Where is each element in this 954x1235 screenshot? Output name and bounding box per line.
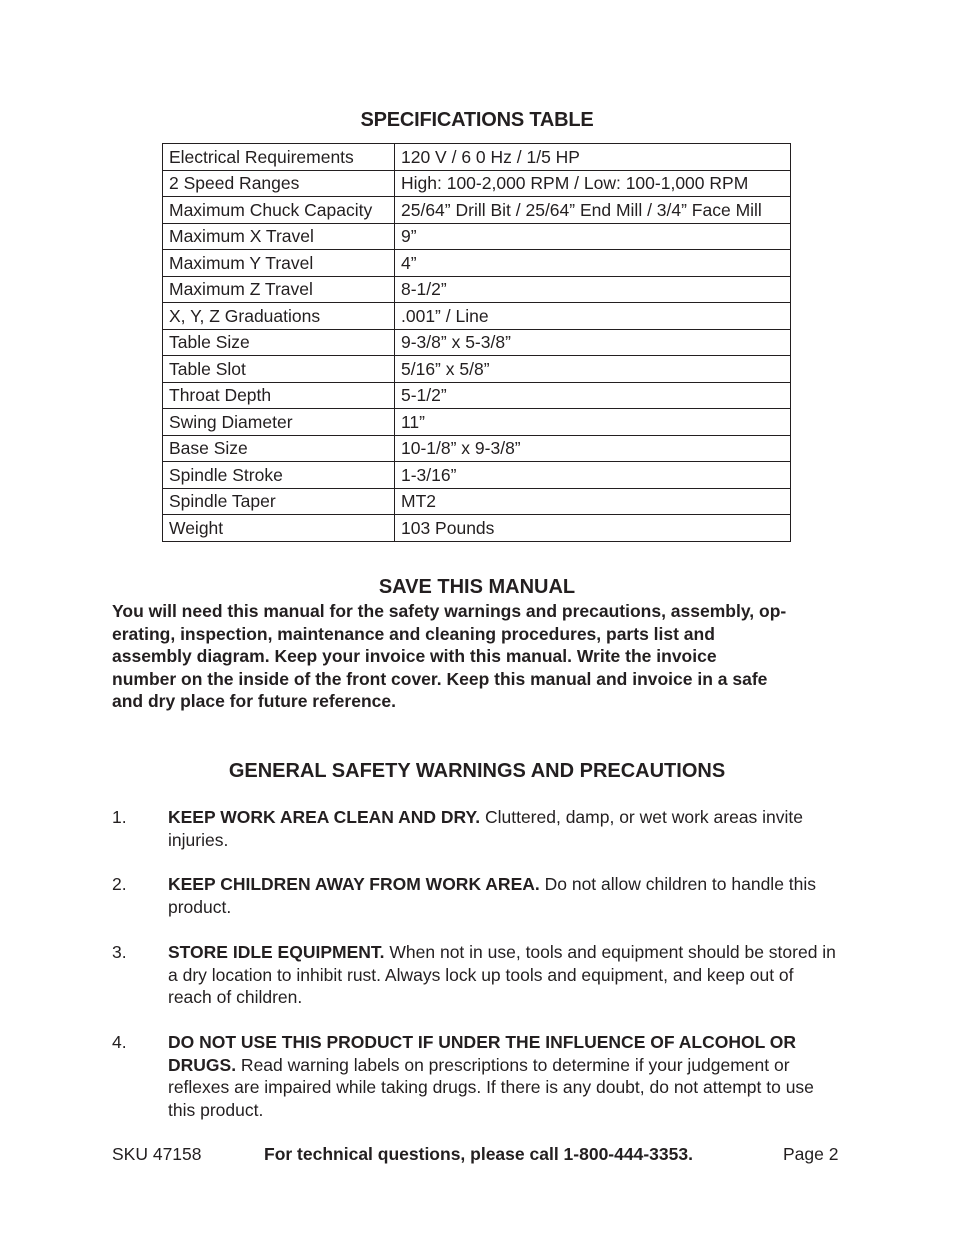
table-row — [163, 250, 791, 277]
save-manual-line: assembly diagram. Keep your invoice with this manual. Write the invoice — [112, 646, 717, 666]
save-manual-line: number on the inside of the front cover. Keep this manual and invoice in a safe — [112, 668, 768, 689]
table-row — [163, 144, 791, 171]
table-row — [163, 223, 791, 250]
spec-value: .001” / Line — [395, 303, 791, 330]
list-item-lead: STORE IDLE EQUIPMENT. — [168, 942, 385, 962]
spec-label: Electrical Requirements — [163, 144, 395, 171]
spec-label: Throat Depth — [163, 382, 395, 409]
spec-label: Maximum Chuck Capacity — [163, 197, 395, 224]
list-item — [112, 941, 852, 1009]
spec-label: Maximum Z Travel — [163, 276, 395, 303]
list-item — [112, 873, 852, 918]
table-row — [163, 462, 791, 489]
list-item-text: Cluttered, damp, or wet work areas invite injuries. — [168, 807, 804, 850]
table-row — [163, 488, 791, 515]
spec-label: 2 Speed Ranges — [163, 170, 395, 197]
spec-label: Base Size — [163, 435, 395, 462]
specifications-title: SPECIFICATIONS TABLE — [360, 109, 594, 131]
list-item-lead: KEEP CHILDREN AWAY FROM WORK AREA. — [168, 874, 540, 894]
spec-label: Maximum X Travel — [163, 223, 395, 250]
list-item-lead: DO NOT USE THIS PRODUCT IF UNDER THE INFLUENCE OF ALCOHOL OR DRUGS. — [168, 1032, 797, 1075]
save-manual-title: SAVE THIS MANUAL — [378, 576, 576, 598]
footer-tech-support: For technical questions, please call 1-800-444-3353. — [264, 1144, 693, 1164]
spec-value: 25/64” Drill Bit / 25/64” End Mill / 3/4” Face Mill — [395, 197, 791, 224]
table-row — [163, 170, 791, 197]
specifications-table — [162, 143, 791, 542]
spec-label: Spindle Taper — [163, 488, 395, 515]
save-manual-line: erating, inspection, maintenance and cleaning procedures, parts list and — [112, 623, 715, 644]
spec-value: 8-1/2” — [395, 276, 791, 303]
save-manual-line: and dry place for future reference. — [112, 691, 396, 711]
table-row — [163, 303, 791, 330]
spec-value: 1-3/16” — [395, 462, 791, 489]
list-item — [112, 806, 852, 851]
list-item-text: When not in use, tools and equipment should be stored in a dry location to inhibit rust. Always lock up tools and equipment, and keep out of reach of children. — [168, 942, 836, 1008]
list-item-number: 4. — [112, 1032, 127, 1052]
spec-value: 10-1/8” x 9-3/8” — [395, 435, 791, 462]
spec-label: Maximum Y Travel — [163, 250, 395, 277]
list-item-text: Do not allow children to handle this product. — [168, 874, 817, 917]
table-row — [163, 435, 791, 462]
list-item — [112, 1031, 852, 1122]
spec-value: 4” — [395, 250, 791, 277]
spec-value: 5/16” x 5/8” — [395, 356, 791, 383]
footer-sku: SKU 47158 — [112, 1144, 202, 1164]
spec-label: X, Y, Z Graduations — [163, 303, 395, 330]
spec-value: 9-3/8” x 5-3/8” — [395, 329, 791, 356]
spec-label: Spindle Stroke — [163, 462, 395, 489]
spec-label: Table Slot — [163, 356, 395, 383]
save-manual-line: You will need this manual for the safety warnings and precautions, assembly, op- — [112, 601, 787, 621]
spec-value: MT2 — [395, 488, 791, 515]
table-row — [163, 515, 791, 542]
spec-value: 11” — [395, 409, 791, 436]
list-item-body — [168, 941, 840, 1009]
list-item-body — [168, 806, 840, 851]
general-safety-title: GENERAL SAFETY WARNINGS AND PRECAUTIONS — [228, 760, 726, 782]
table-row — [163, 197, 791, 224]
table-row — [163, 382, 791, 409]
list-item-body — [168, 1031, 840, 1122]
spec-label: Weight — [163, 515, 395, 542]
spec-label: Table Size — [163, 329, 395, 356]
list-item-lead: KEEP WORK AREA CLEAN AND DRY. — [168, 807, 481, 827]
list-item-text: Read warning labels on prescriptions to determine if your judgement or reflexes are impaired while taking drugs. If there is any doubt, do not attempt to use this product. — [168, 1054, 814, 1121]
spec-value: 5-1/2” — [395, 382, 791, 409]
list-item-number: 2. — [112, 874, 127, 894]
table-row — [163, 329, 791, 356]
table-row — [163, 356, 791, 383]
list-item-number: 1. — [112, 807, 127, 827]
footer-page-number: Page 2 — [783, 1144, 839, 1164]
table-row — [163, 409, 791, 436]
spec-label: Swing Diameter — [163, 409, 395, 436]
spec-value: 9” — [395, 223, 791, 250]
list-item-number: 3. — [112, 942, 127, 962]
spec-value: 103 Pounds — [395, 515, 791, 542]
table-row — [163, 276, 791, 303]
spec-value: 120 V / 6 0 Hz / 1/5 HP — [395, 144, 791, 171]
spec-value: High: 100-2,000 RPM / Low: 100-1,000 RPM — [395, 170, 791, 197]
save-manual-text — [112, 600, 852, 713]
list-item-body — [168, 873, 840, 918]
